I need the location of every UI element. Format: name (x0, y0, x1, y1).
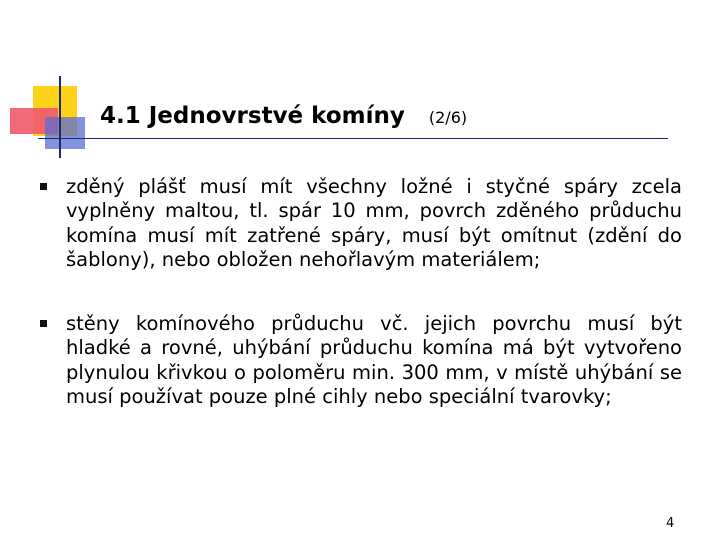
bullet-text: zděný plášť musí mít všechny ložné i styčné spáry zcela vyplněny maltou, tl. spár 10 mm, povrch zděného průduchu komína musí mít zatřené spáry, musí být omítnut (zdění do šablony), nebo obložen nehořlavým materiálem; (66, 175, 682, 271)
slide-title (100, 103, 467, 129)
bullet-text: stěny komínového průduchu vč. jejich povrchu musí být hladké a rovné, uhýbání průduchu komína má být vytvořeno plynulou křivkou o poloměru min. 300 mm, v místě uhýbání se musí používat pouze plné cihly nebo speciální tvarovky; (66, 312, 682, 409)
bullet-item (40, 175, 682, 272)
decor-vertical-rule (59, 76, 61, 158)
decor-blue-square (45, 117, 85, 149)
square-bullet-icon (40, 320, 47, 327)
slide-title-suffix: (2/6) (428, 108, 468, 127)
bullet-list (40, 175, 682, 449)
slide-title-text: 4.1 Jednovrstvé komíny (100, 103, 405, 129)
page-number: 4 (666, 516, 675, 531)
square-bullet-icon (40, 183, 47, 190)
title-underline (38, 138, 668, 139)
bullet-item (40, 312, 682, 409)
